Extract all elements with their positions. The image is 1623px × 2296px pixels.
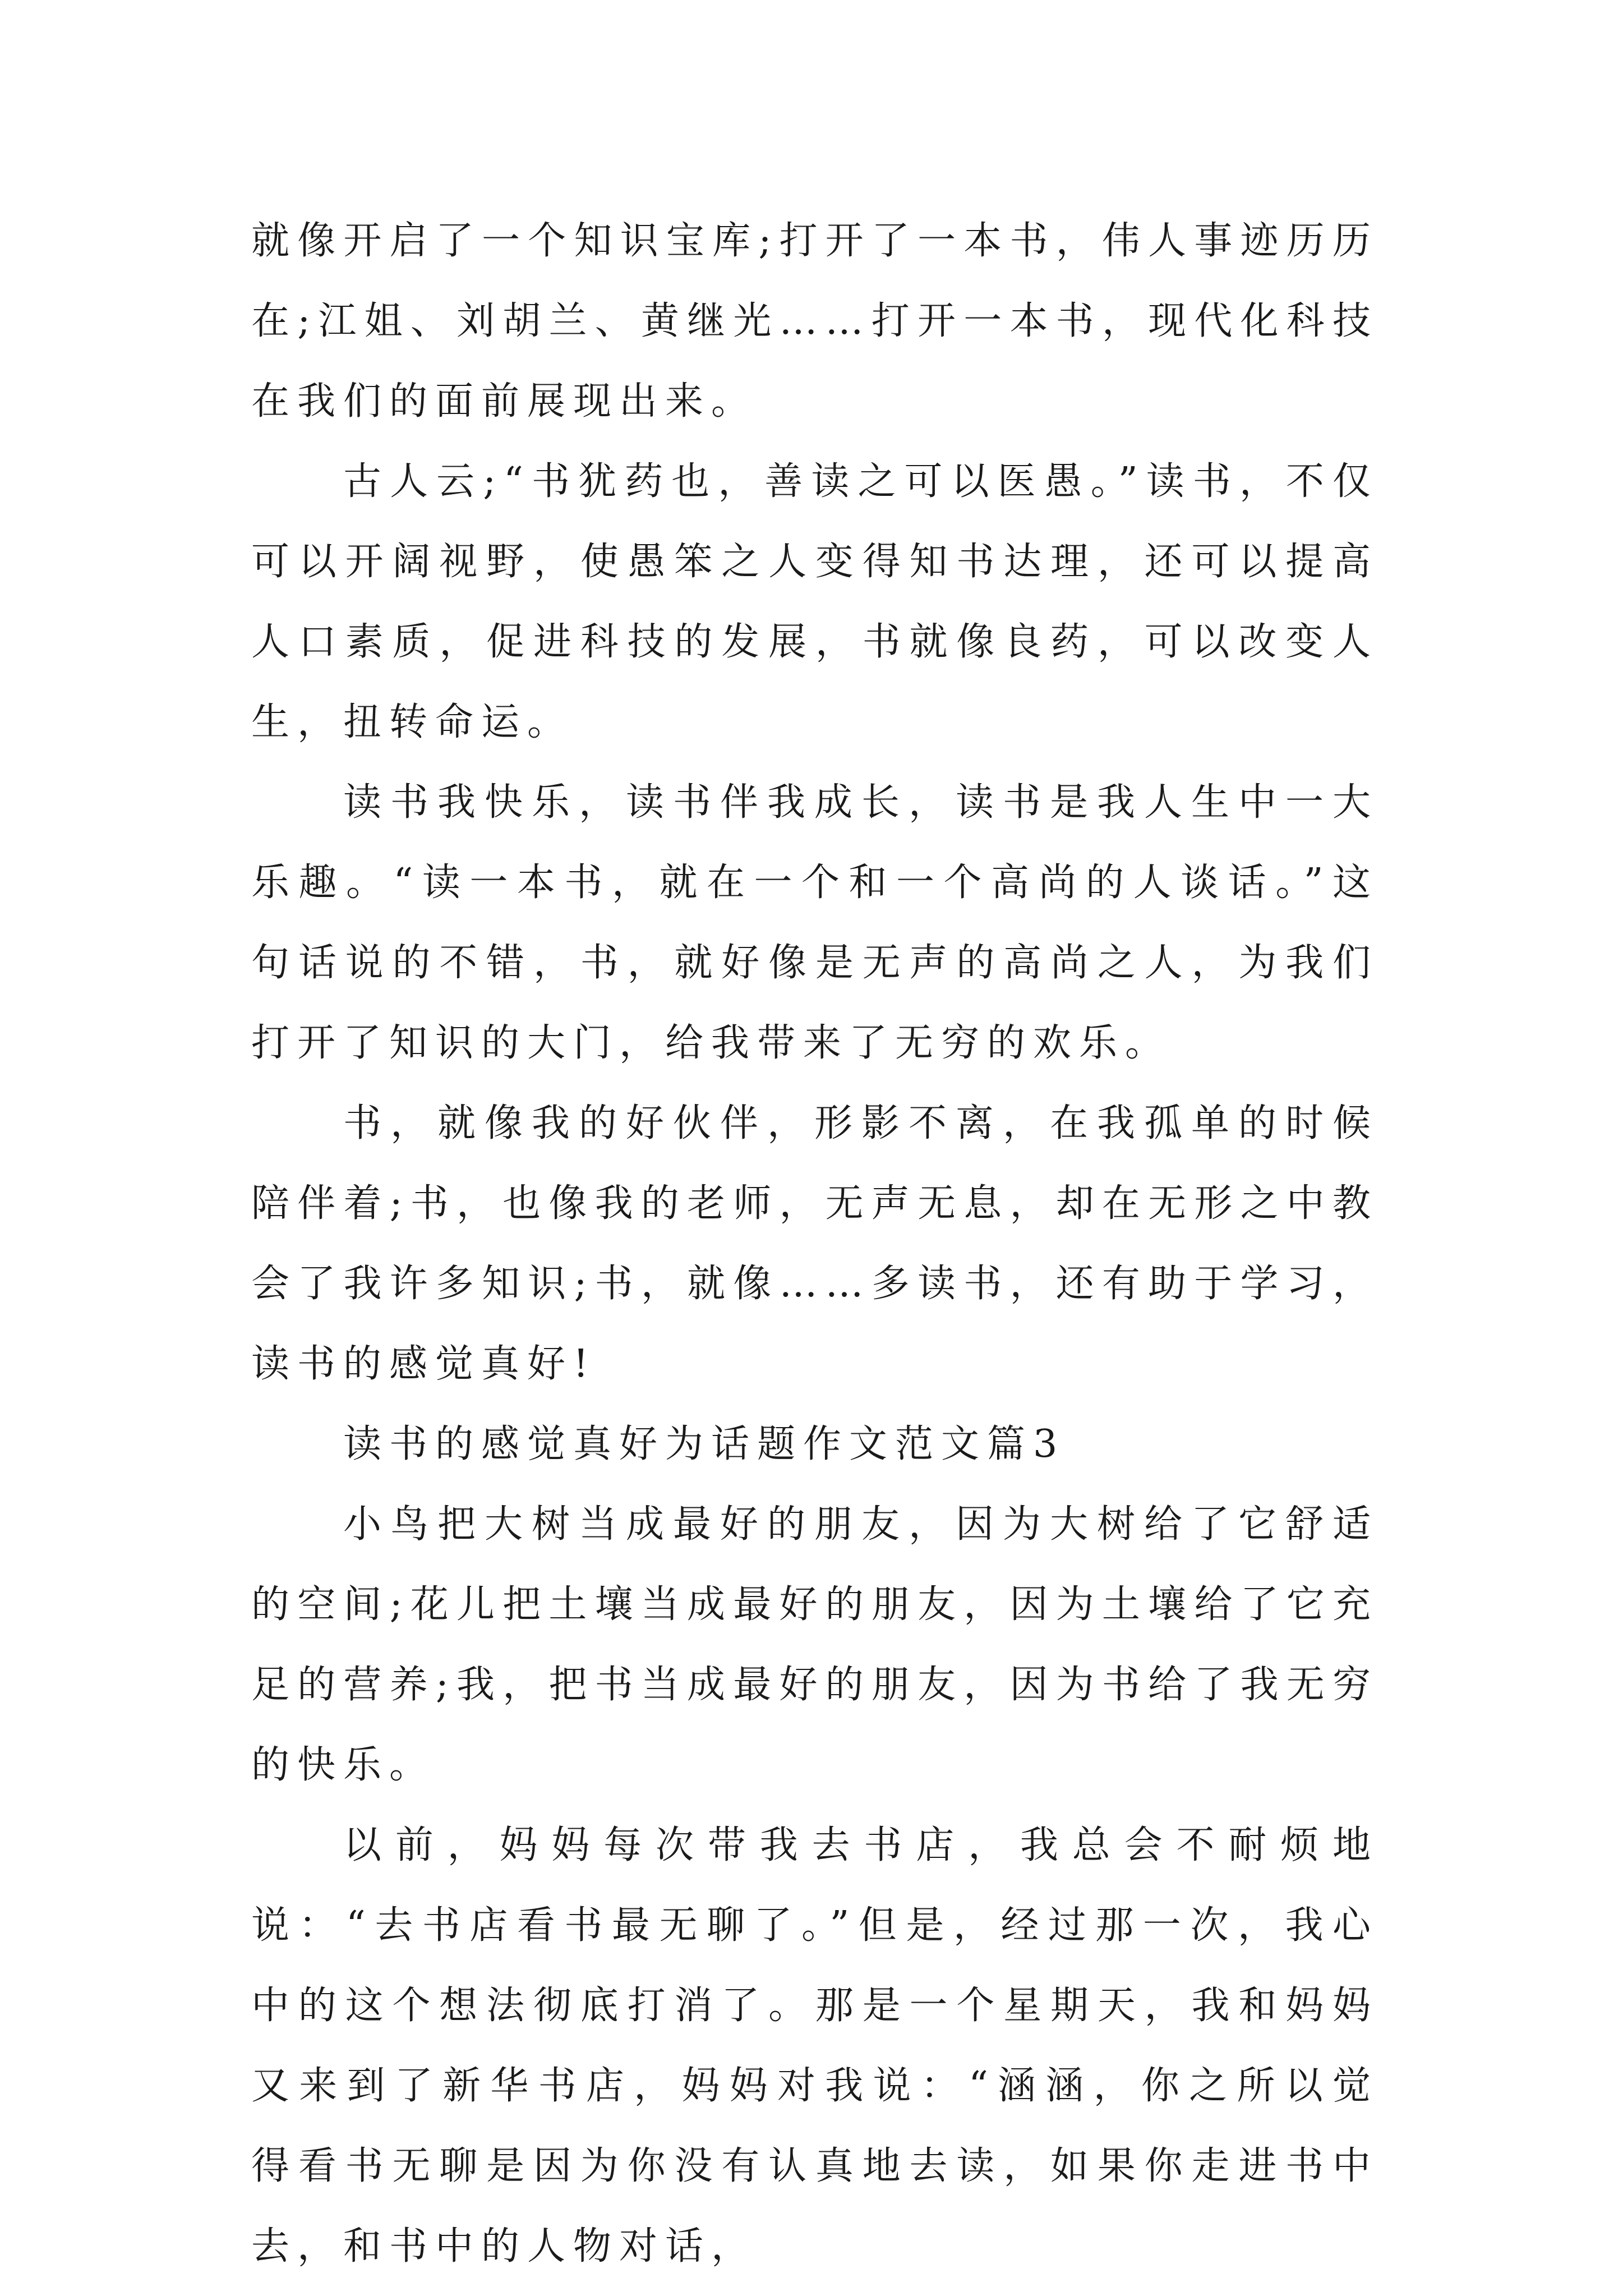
document-body	[251, 201, 1378, 2286]
section-heading: 读书的感觉真好为话题作文范文篇3	[343, 1422, 1066, 1466]
paragraph-4: 书，就像我的好伙伴，形影不离，在我孤单的时候陪伴着;书，也像我的老师，无声无息，却在无形之中教会了我许多知识;书，就像……多读书，还有助于学习，读书的感觉真好!	[251, 1101, 1378, 1386]
paragraph-2: 古人云;“书犹药也，善读之可以医愚。”读书，不仅可以开阔视野，使愚笨之人变得知书达理，还可以提高人口素质，促进科技的发展，书就像良药，可以改变人生，扭转命运。	[251, 459, 1378, 744]
paragraph-1: 就像开启了一个知识宝库;打开了一本书，伟人事迹历历在;江姐、刘胡兰、黄继光……打开一本书，现代化科技在我们的面前展现出来。	[251, 219, 1378, 424]
paragraph-3: 读书我快乐，读书伴我成长，读书是我人生中一大乐趣。“读一本书，就在一个和一个高尚的人谈话。”这句话说的不错，书，就好像是无声的高尚之人，为我们打开了知识的大门，给我带来了无穷的欢乐。	[251, 780, 1378, 1065]
paragraph-5: 小鸟把大树当成最好的朋友，因为大树给了它舒适的空间;花儿把土壤当成最好的朋友，因为土壤给了它充足的营养;我，把书当成最好的朋友，因为书给了我无穷的快乐。	[251, 1502, 1378, 1787]
paragraph-6: 以前，妈妈每次带我去书店，我总会不耐烦地说：“去书店看书最无聊了。”但是，经过那一次，我心中的这个想法彻底打消了。那是一个星期天，我和妈妈又来到了新华书店，妈妈对我说：“涵涵，你之所以觉得看书无聊是因为你没有认真地去读，如果你走进书中去，和书中的人物对话，	[251, 1823, 1378, 2269]
